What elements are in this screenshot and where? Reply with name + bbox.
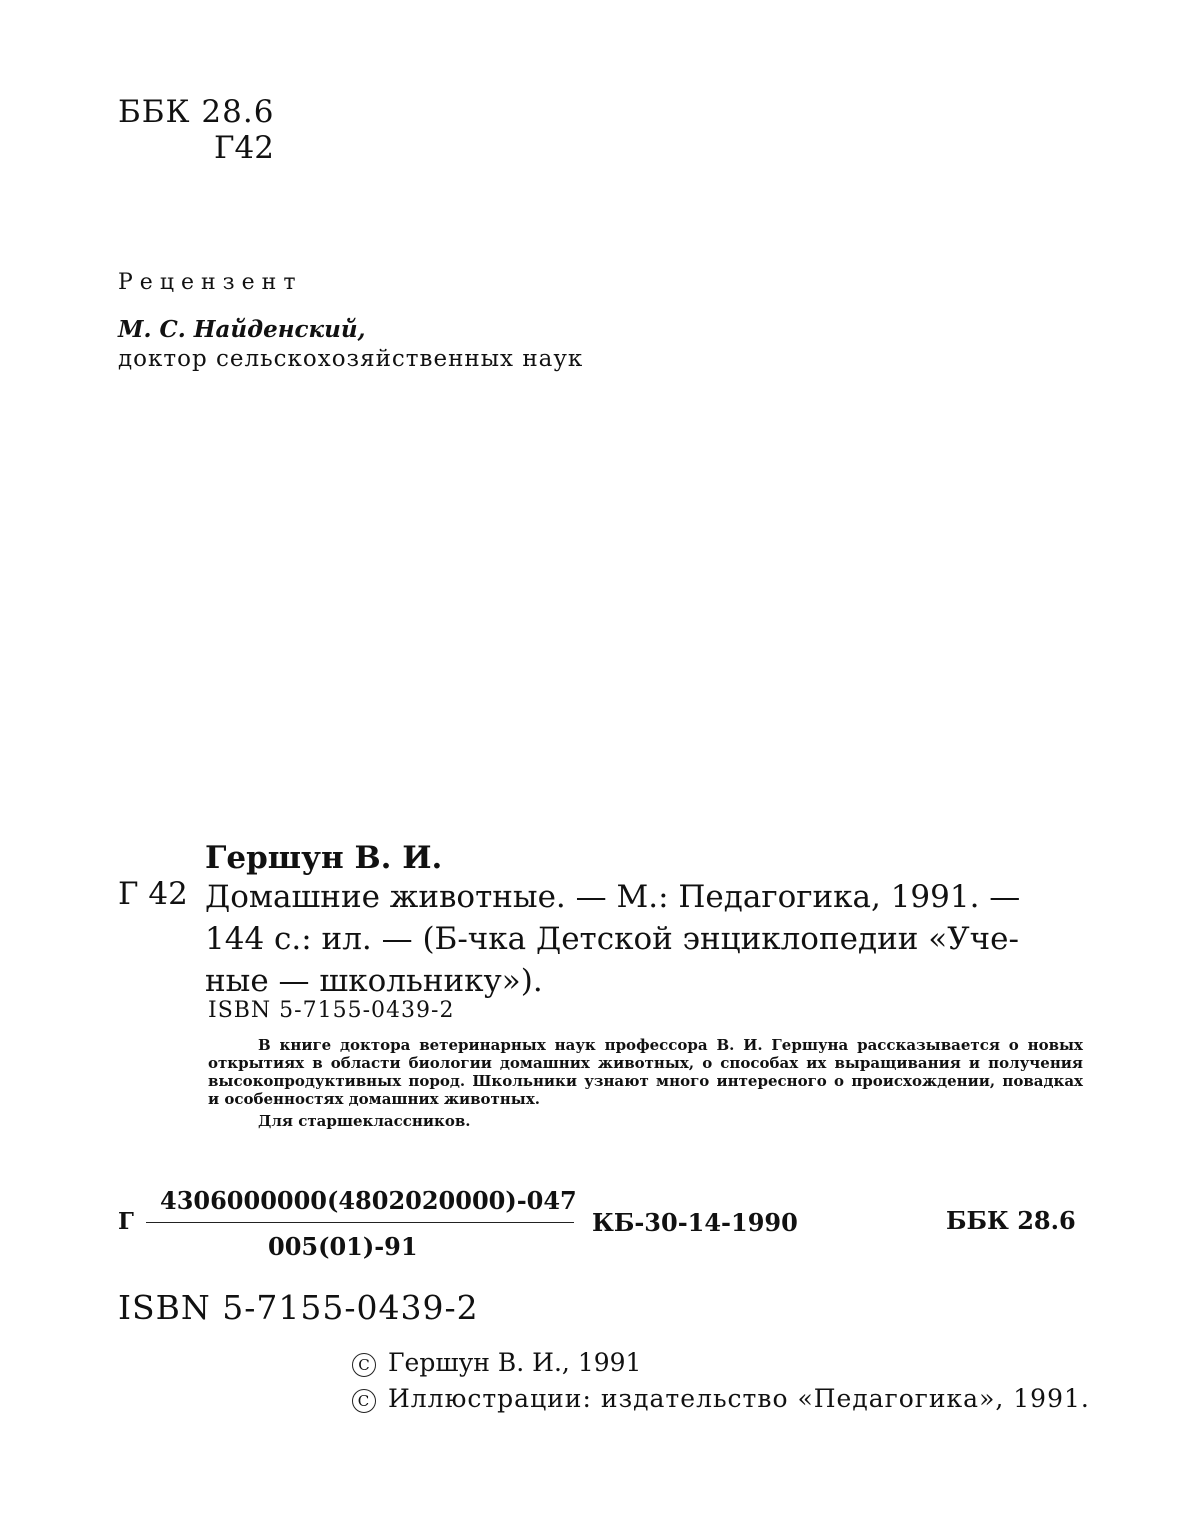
copyright-author-text: Гершун В. И., 1991 (388, 1348, 642, 1377)
reviewer-degree: доктор сельскохозяйственных наук (118, 346, 584, 372)
bbk-code: ББК 28.6 (118, 94, 275, 130)
annotation-text: В книге доктора ветеринарных наук профессора В. И. Гершуна рассказывается о новых открытиях в области биологии домашних животных, о способах их выращивания и получения высокопродуктивных пород. Школьники узнают много интересного о происхождении, повадках и особенностях домашних животных. (208, 1036, 1083, 1108)
copyright-illustrations (352, 1384, 1090, 1413)
formula-letter: Г (118, 1208, 134, 1235)
reviewer-label: Рецензент (118, 270, 303, 295)
catalog-mark: Г42 (214, 130, 274, 166)
copyright-author (352, 1348, 641, 1377)
formula-fraction-line (146, 1222, 574, 1223)
formula-numerator: 4306000000(4802020000)-047 (160, 1186, 577, 1215)
formula-denominator: 005(01)-91 (268, 1232, 418, 1261)
author-name: Гершун В. И. (205, 840, 443, 876)
copyright-icon: C (352, 1389, 376, 1413)
annotation (208, 1036, 1083, 1130)
bibliographic-description (205, 876, 1085, 1002)
reviewer-name: М. С. Найденский, (118, 316, 366, 343)
copyright-icon: C (352, 1353, 376, 1377)
copyright-illustrations-text: Иллюстрации: издательство «Педагогика», 1991. (388, 1384, 1090, 1413)
isbn-small: ISBN 5-7155-0439-2 (208, 998, 455, 1023)
formula-bbk: ББК 28.6 (946, 1206, 1076, 1235)
bib-line: Домашние животные. — М.: Педагогика, 1991. — (205, 879, 1021, 915)
bib-line: ные — школьнику»). (205, 963, 543, 999)
isbn-main: ISBN 5-7155-0439-2 (118, 1288, 479, 1327)
formula-kb: КБ-30-14-1990 (592, 1208, 798, 1237)
bib-catalog-mark: Г 42 (118, 876, 188, 912)
bib-line: 144 с.: ил. — (Б-чка Детской энциклопедии «Уче- (205, 921, 1019, 957)
annotation-audience: Для старшеклассников. (258, 1112, 471, 1130)
bbk-header (118, 94, 274, 166)
